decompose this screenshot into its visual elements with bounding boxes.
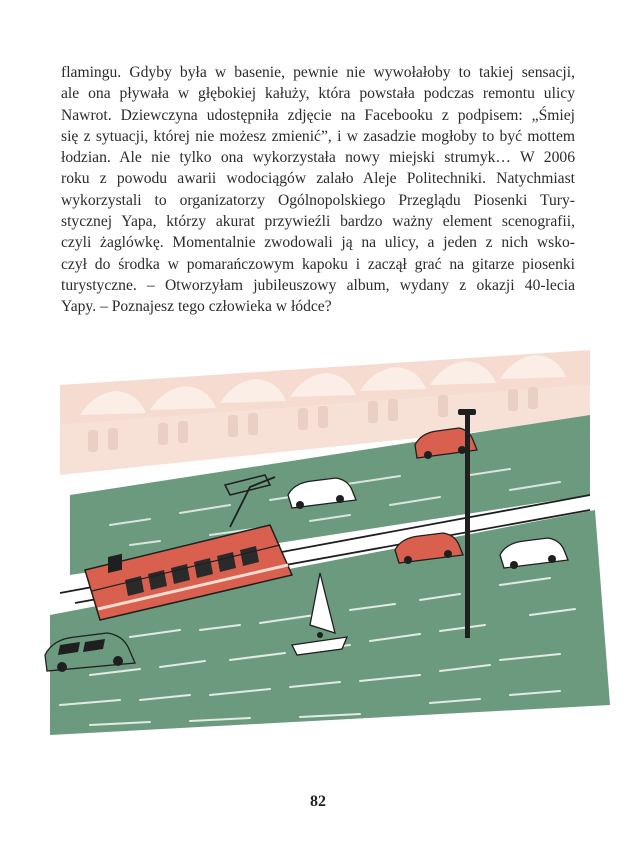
text-line: czył do środka w pomarańczowym kapoku i zaczął grać na gitarze piosenki (61, 255, 575, 273)
body-paragraph (61, 62, 575, 318)
text-line: się z sytuacji, której nie możesz zmienić”, i w zasadzie mogłoby to być mottem (61, 127, 575, 145)
text-line: czyli żaglówkę. Momentalnie zwodowali ją na ulicy, a jeden z nich wsko- (61, 234, 575, 252)
text-line: flamingu. Gdyby była w basenie, pewnie nie wywołałoby to takiej sensacji, (61, 64, 575, 81)
text-line: roku z powodu awarii wodociągów zalało Aleje Politechniki. Natychmiast (61, 170, 575, 188)
text-line: wykorzystali to organizatorzy Ogólnopolskiego Przeglądu Piosenki Tury- (61, 191, 575, 209)
text-line: ale ona pływała w głębokiej kałuży, która powstała podczas remontu ulicy (61, 85, 575, 103)
text-line: łodzian. Ale nie tylko ona wykorzystała nowy miejski strumyk… W 2006 (61, 149, 575, 167)
text-line: Yapy. – Poznajesz tego człowieka w łódce? (61, 298, 332, 316)
text-line: stycznej Yapa, którzy akurat przywieźli bardzo ważny element scenografii, (61, 213, 575, 231)
page-number: 82 (310, 793, 326, 810)
text-line: turystyczne. – Otworzyłam jubileuszowy album, wydany z okazji 40-lecia (61, 276, 575, 294)
flooded-street-illustration (30, 345, 620, 745)
text-line: Nawrot. Dziewczyna udostępniła zdjęcie na Facebooku z podpisem: „Śmiej (61, 106, 575, 124)
